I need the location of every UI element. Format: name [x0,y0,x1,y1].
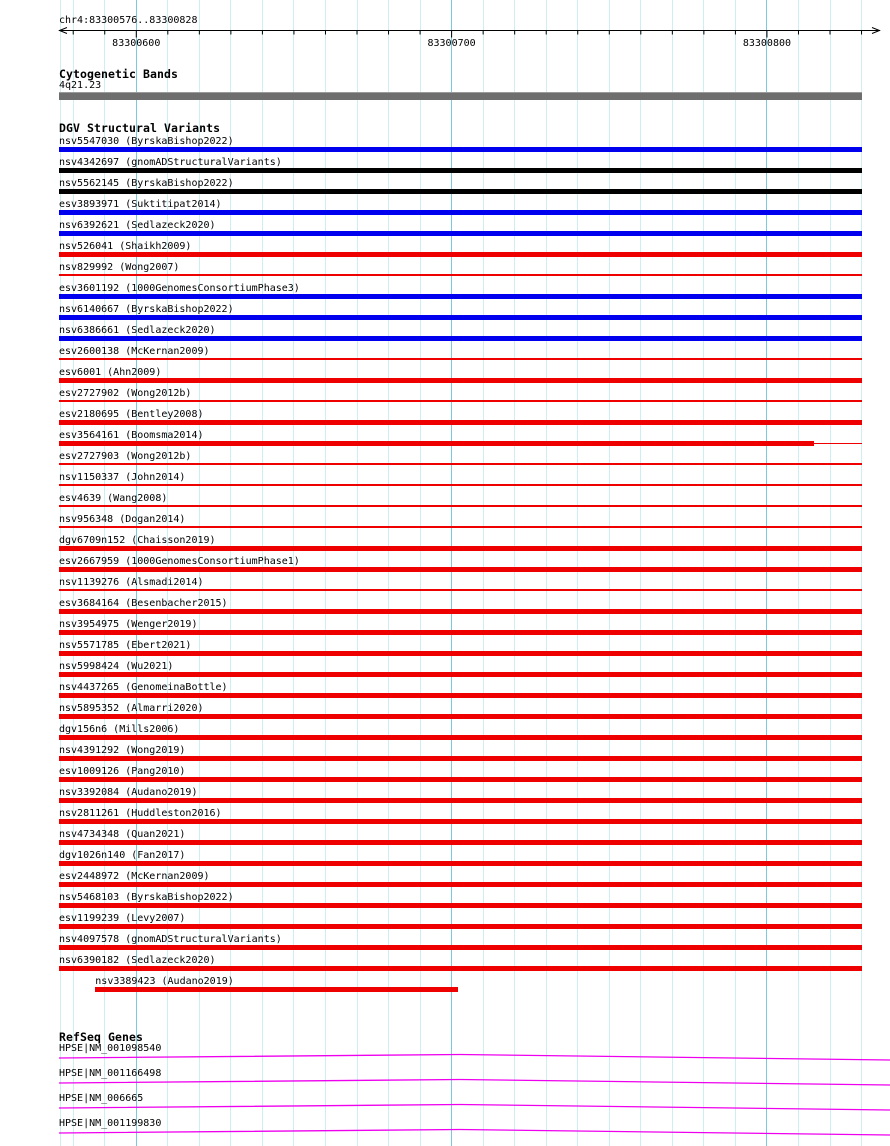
gene-intron-line[interactable] [59,1105,890,1111]
variant-label[interactable]: esv3684164 (Besenbacher2015) [59,597,228,609]
gene-intron-line[interactable] [59,1130,890,1136]
variant-label[interactable]: esv3893971 (Suktitipat2014) [59,198,222,210]
variant-label[interactable]: nsv956348 (Dogan2014) [59,513,186,525]
cytogenetic-band[interactable] [59,92,862,100]
variant-bar[interactable] [59,358,862,360]
variant-bar[interactable] [59,189,862,194]
variant-label[interactable]: nsv1139276 (Alsmadi2014) [59,576,204,588]
variant-bar[interactable] [59,484,862,486]
variant-bar[interactable] [59,798,862,803]
variant-bar[interactable] [59,567,862,572]
variant-label[interactable]: dgv1026n140 (Fan2017) [59,849,186,861]
variant-label[interactable]: nsv6390182 (Sedlazeck2020) [59,954,216,966]
gene-intron-line[interactable] [59,1055,890,1061]
variant-label[interactable]: nsv5571785 (Ebert2021) [59,639,192,651]
variant-label[interactable]: esv2667959 (1000GenomesConsortiumPhase1) [59,555,300,567]
variant-bar[interactable] [59,672,862,677]
variant-bar[interactable] [59,546,862,551]
variant-bar[interactable] [59,903,862,908]
variant-label[interactable]: esv2727902 (Wong2012b) [59,387,192,399]
variant-label[interactable]: esv2180695 (Bentley2008) [59,408,204,420]
variant-bar[interactable] [59,777,862,782]
variant-label[interactable]: nsv6386661 (Sedlazeck2020) [59,324,216,336]
variant-label[interactable]: nsv5547030 (ByrskaBishop2022) [59,135,234,147]
variant-bar[interactable] [59,735,862,740]
ruler-tick-label: 83300700 [427,37,476,49]
variant-label[interactable]: esv2727903 (Wong2012b) [59,450,192,462]
gene-intron-line[interactable] [59,1080,890,1086]
variant-label[interactable]: esv2448972 (McKernan2009) [59,870,210,882]
gene-label[interactable]: HPSE|NM_001166498 [59,1068,162,1079]
variant-bar[interactable] [59,420,862,425]
variant-bar[interactable] [59,378,862,383]
variant-label[interactable]: nsv4437265 (GenomeinaBottle) [59,681,228,693]
variant-label[interactable]: nsv6392621 (Sedlazeck2020) [59,219,216,231]
variant-label[interactable]: esv2600138 (McKernan2009) [59,345,210,357]
variant-bar[interactable] [59,651,862,656]
variant-bar[interactable] [59,210,862,215]
variant-label[interactable]: dgv6709n152 (Chaisson2019) [59,534,216,546]
variant-bar[interactable] [59,589,862,591]
variant-label[interactable]: nsv3392084 (Audano2019) [59,786,198,798]
variant-label[interactable]: nsv2811261 (Huddleston2016) [59,807,222,819]
variant-bar[interactable] [59,526,862,528]
variant-label[interactable]: nsv5562145 (ByrskaBishop2022) [59,177,234,189]
variant-label[interactable]: nsv526041 (Shaikh2009) [59,240,192,252]
region-coordinates: chr4:83300576..83300828 [59,15,198,26]
variant-bar[interactable] [59,924,862,929]
variant-bar[interactable] [59,463,862,465]
ruler-tick-label: 83300800 [742,37,792,49]
variant-bar[interactable] [59,252,862,257]
variant-label[interactable]: nsv4097578 (gnomADStructuralVariants) [59,933,282,945]
variant-label[interactable]: esv1009126 (Pang2010) [59,765,186,777]
variant-bar[interactable] [59,294,862,299]
variant-bar[interactable] [59,147,862,152]
variant-bar[interactable] [59,400,862,402]
variant-label[interactable]: esv6001 (Ahn2009) [59,366,162,378]
variant-label[interactable]: nsv5895352 (Almarri2020) [59,702,204,714]
variant-bar[interactable] [59,505,862,507]
variant-bar[interactable] [59,441,814,446]
variant-label[interactable]: nsv3389423 (Audano2019) [95,975,234,987]
variant-label[interactable]: esv3601192 (1000GenomesConsortiumPhase3) [59,282,300,294]
section-title-refseq: RefSeq Genes [59,1030,144,1044]
variant-label[interactable]: nsv829992 (Wong2007) [59,261,180,273]
section-title-dgv: DGV Structural Variants [59,120,221,135]
variant-label[interactable]: dgv156n6 (Mills2006) [59,723,180,735]
variant-range-tail[interactable] [814,443,862,445]
variant-bar[interactable] [59,966,862,971]
section-title-cytogenetic: Cytogenetic Bands [59,66,179,81]
variant-bar[interactable] [59,630,862,635]
variant-label[interactable]: nsv5998424 (Wu2021) [59,660,174,672]
variant-bar[interactable] [59,861,862,866]
variant-label[interactable]: nsv3954975 (Wenger2019) [59,618,198,630]
ruler-tick-label: 83300600 [112,37,161,49]
variant-bar[interactable] [59,609,862,614]
cytoband-label: 4q21.23 [59,79,102,91]
variant-bar[interactable] [59,315,862,320]
gene-label[interactable]: HPSE|NM_006665 [59,1093,144,1104]
variant-bar[interactable] [59,714,862,719]
variant-label[interactable]: nsv4342697 (gnomADStructuralVariants) [59,156,282,168]
variant-bar[interactable] [59,693,862,698]
gene-label[interactable]: HPSE|NM_001098540 [59,1043,162,1054]
variant-label[interactable]: esv4639 (Wang2008) [59,492,168,504]
variant-bar[interactable] [59,756,862,761]
variant-bar[interactable] [59,231,862,236]
variant-bar[interactable] [59,274,862,276]
variant-label[interactable]: nsv6140667 (ByrskaBishop2022) [59,303,234,315]
variant-bar[interactable] [59,336,862,341]
variant-bar[interactable] [59,945,862,950]
variant-label[interactable]: nsv5468103 (ByrskaBishop2022) [59,891,234,903]
variant-bar[interactable] [59,882,862,887]
gene-label[interactable]: HPSE|NM_001199830 [59,1118,162,1129]
variant-bar[interactable] [59,840,862,845]
variant-label[interactable]: nsv4391292 (Wong2019) [59,744,186,756]
variant-label[interactable]: esv3564161 (Boomsma2014) [59,429,204,441]
variant-label[interactable]: esv1199239 (Levy2007) [59,912,186,924]
variant-label[interactable]: nsv1150337 (John2014) [59,471,186,483]
variant-bar[interactable] [59,819,862,824]
variant-bar[interactable] [59,168,862,173]
variant-label[interactable]: nsv4734348 (Quan2021) [59,828,186,840]
variant-bar[interactable] [95,987,458,992]
